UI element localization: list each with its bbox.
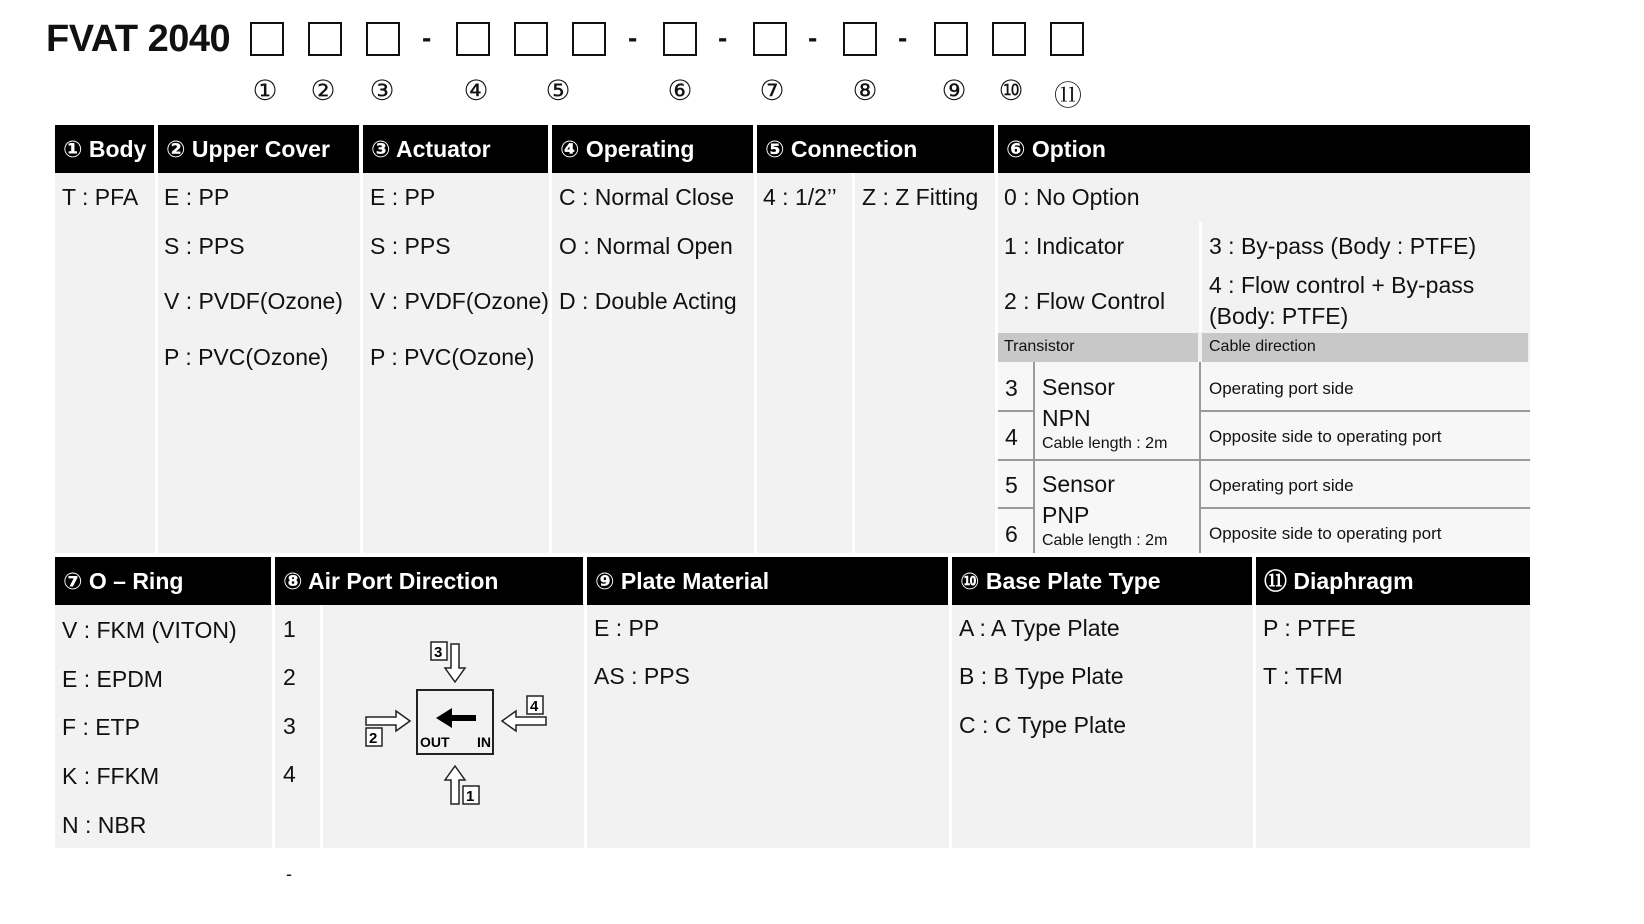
upper-cover-item: S : PPS <box>164 233 245 259</box>
in-label: IN <box>477 734 491 750</box>
upper-cover-item: E : PP <box>164 184 230 210</box>
port-1-label: 1 <box>466 788 475 805</box>
air-port-item: 1 <box>283 616 296 642</box>
transistor-label: Transistor <box>1004 338 1075 355</box>
code-number: ⑨ <box>941 74 967 107</box>
option-bypass: 3 : By-pass (Body : PTFE) <box>1209 233 1477 259</box>
code-box-6 <box>572 22 606 56</box>
port-3-arrow-icon <box>445 644 465 682</box>
code-number: ① <box>252 74 278 107</box>
sensor-row-line <box>1200 410 1530 412</box>
air-port-item: 2 <box>283 664 296 690</box>
sensor-row-line <box>998 459 1530 461</box>
header-option: ⑥ Option <box>998 125 1530 173</box>
diaphragm-item: P : PTFE <box>1263 615 1356 641</box>
oring-item: V : FKM (VITON) <box>62 617 237 643</box>
actuator-item: V : PVDF(Ozone) <box>370 288 549 314</box>
sensor-npn-cable: Cable length : 2m <box>1042 435 1168 452</box>
code-number: ⑥ <box>667 74 693 107</box>
sensor-code-divider <box>1033 362 1035 553</box>
column-divider <box>1253 604 1256 848</box>
connection-size: 4 : 1/2’’ <box>763 184 837 210</box>
sensor-code: 6 <box>1005 521 1018 547</box>
air-port-item: 4 <box>283 761 296 787</box>
sensor-row-line <box>1200 507 1530 509</box>
footer-mark: - <box>286 864 292 884</box>
sensor-row-line <box>998 410 1033 412</box>
code-number: ⑧ <box>852 74 878 107</box>
code-box-11 <box>992 22 1026 56</box>
code-box-2 <box>308 22 342 56</box>
code-dash: - <box>628 22 638 53</box>
port-2-label: 2 <box>369 730 378 747</box>
operating-item: C : Normal Close <box>559 184 735 210</box>
sensor-npn-dir: Opposite side to operating port <box>1209 427 1442 446</box>
base-plate-item: C : C Type Plate <box>959 712 1127 738</box>
code-number: ③ <box>369 74 395 107</box>
base-plate-item: A : A Type Plate <box>959 615 1120 641</box>
port-3-label: 3 <box>434 644 443 661</box>
column-divider <box>360 173 363 553</box>
header-diaphragm: ⑪ Diaphragm <box>1256 557 1530 605</box>
code-box-9 <box>843 22 877 56</box>
column-divider <box>272 604 275 848</box>
sensor-code: 5 <box>1005 472 1018 498</box>
option-flow-control: 2 : Flow Control <box>1004 288 1166 314</box>
plate-material-item: AS : PPS <box>594 663 690 689</box>
code-number: ⑩ <box>998 74 1024 107</box>
column-divider <box>549 173 552 553</box>
code-box-8 <box>753 22 787 56</box>
code-number: ② <box>310 74 336 107</box>
code-box-3 <box>366 22 400 56</box>
connection-fitting: Z : Z Fitting <box>862 184 979 210</box>
option-no-option: 0 : No Option <box>1004 184 1140 210</box>
oring-item: N : NBR <box>62 812 147 838</box>
code-box-4 <box>456 22 490 56</box>
upper-cover-item: V : PVDF(Ozone) <box>164 288 343 314</box>
sensor-code: 3 <box>1005 375 1018 401</box>
plate-material-item: E : PP <box>594 615 660 641</box>
actuator-item: S : PPS <box>370 233 451 259</box>
oring-item: E : EPDM <box>62 666 163 692</box>
sensor-pnp-type: PNP <box>1042 502 1090 528</box>
sensor-dir-divider <box>1199 362 1201 553</box>
air-port-diagram <box>360 634 550 810</box>
code-box-5 <box>514 22 548 56</box>
sensor-npn-dir: Operating port side <box>1209 379 1354 398</box>
header-oring: ⑦ O – Ring <box>55 557 271 605</box>
column-divider <box>1199 222 1202 332</box>
operating-item: O : Normal Open <box>559 233 733 259</box>
body-item: T : PFA <box>62 184 139 210</box>
header-air-port: ⑧ Air Port Direction <box>275 557 583 605</box>
flow-arrow-icon <box>436 708 476 728</box>
header-actuator: ③ Actuator <box>363 125 548 173</box>
sensor-code: 4 <box>1005 424 1018 450</box>
header-plate-material: ⑨ Plate Material <box>587 557 948 605</box>
out-label: OUT <box>420 734 450 750</box>
oring-item: K : FFKM <box>62 763 160 789</box>
option-flow-bypass: 4 : Flow control + By-pass <box>1209 272 1475 298</box>
sensor-row-line <box>998 507 1033 509</box>
sensor-npn-title: Sensor <box>1042 374 1115 400</box>
sensor-npn-type: NPN <box>1042 405 1091 431</box>
code-box-12 <box>1050 22 1084 56</box>
column-divider <box>320 604 323 848</box>
port-1-arrow-icon <box>445 766 465 804</box>
code-dash: - <box>718 22 728 53</box>
header-connection: ⑤ Connection <box>757 125 994 173</box>
diaphragm-item: T : TFM <box>1263 663 1343 689</box>
base-plate-item: B : B Type Plate <box>959 663 1124 689</box>
option-indicator: 1 : Indicator <box>1004 233 1125 259</box>
port-4-label: 4 <box>530 698 539 715</box>
operating-item: D : Double Acting <box>559 288 737 314</box>
code-number: ⑤ <box>545 74 571 107</box>
sensor-pnp-dir: Operating port side <box>1209 476 1354 495</box>
code-box-10 <box>934 22 968 56</box>
model-name: FVAT 2040 <box>46 18 231 60</box>
oring-item: F : ETP <box>62 714 140 740</box>
actuator-item: E : PP <box>370 184 436 210</box>
code-number: ⑪ <box>1053 79 1082 112</box>
header-operating: ④ Operating <box>552 125 753 173</box>
sensor-pnp-title: Sensor <box>1042 471 1115 497</box>
code-dash: - <box>898 22 908 53</box>
code-box-1 <box>250 22 284 56</box>
cable-direction-label: Cable direction <box>1209 338 1316 355</box>
actuator-item: P : PVC(Ozone) <box>370 344 535 370</box>
header-base-plate: ⑩ Base Plate Type <box>952 557 1252 605</box>
code-dash: - <box>422 22 432 53</box>
column-divider <box>155 173 158 553</box>
column-divider <box>754 173 757 553</box>
code-box-7 <box>663 22 697 56</box>
column-divider <box>949 604 952 848</box>
header-body: ① Body <box>55 125 154 173</box>
column-divider <box>584 604 587 848</box>
header-upper-cover: ② Upper Cover <box>158 125 359 173</box>
option-flow-bypass-body: (Body: PTFE) <box>1209 303 1349 329</box>
sensor-pnp-cable: Cable length : 2m <box>1042 532 1168 549</box>
upper-cover-item: P : PVC(Ozone) <box>164 344 329 370</box>
code-dash: - <box>808 22 818 53</box>
code-number: ④ <box>463 74 489 107</box>
column-divider <box>852 173 855 553</box>
code-number: ⑦ <box>759 74 785 107</box>
sensor-pnp-dir: Opposite side to operating port <box>1209 524 1442 543</box>
air-port-item: 3 <box>283 713 296 739</box>
